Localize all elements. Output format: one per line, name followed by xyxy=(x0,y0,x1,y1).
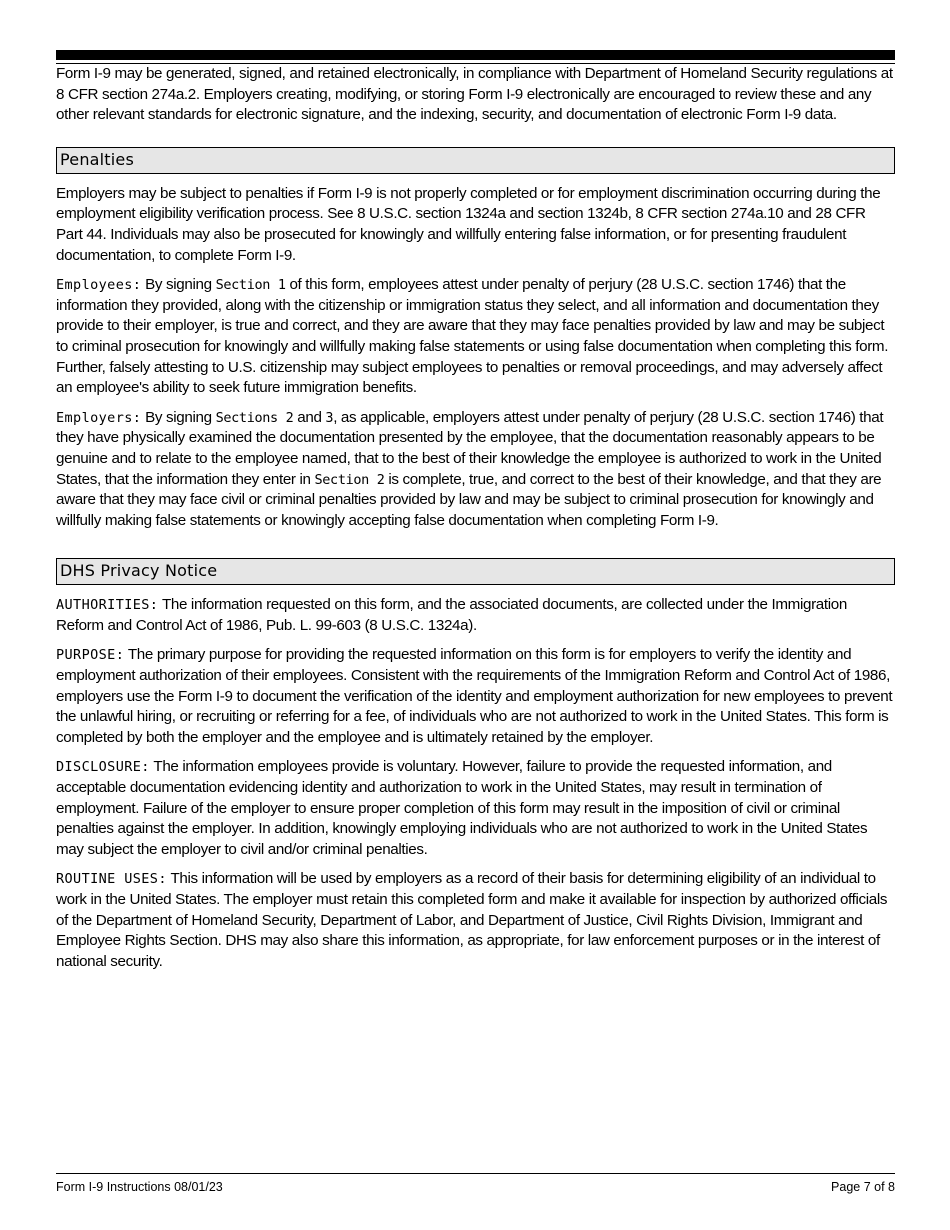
section-heading-privacy: DHS Privacy Notice xyxy=(56,558,895,585)
employers-text-c: , as applicable, employers attest under penalty of perjury (28 U.S.C. section 1746) that they have physically examined the documentation presented by the employee, that the documentation reasonably appears to be genuine and to relate to the employee named, that to the best of their knowledge the employee is authorized to work in the United States, that the information they enter in xyxy=(56,408,884,488)
purpose-label: PURPOSE: xyxy=(56,647,125,664)
footer-page-number: Page 7 of 8 xyxy=(831,1180,895,1194)
authorities-text: The information requested on this form, and the associated documents, are collected under the Immigration Reform and Control Act of 1986, Pub. L. 99-603 (8 U.S.C. 1324a). xyxy=(56,596,847,634)
employees-text-b: of this form, employees attest under penalty of perjury (28 U.S.C. section 1746) that the information they provided, along with the citizenship or immigration status they select, and all information and documentation they provide to their employer, is true and correct, and they are aware that they may face penalties provided by law and may be subject to criminal prosecution for knowingly and willfully making false statements or using false documentation when completing this form. Further, falsely attesting to U.S. citizenship may subject employees to penalties or removal proceedings, and may adversely affect an employee's ability to seek future immigration benefits. xyxy=(56,276,889,397)
authorities-label: AUTHORITIES: xyxy=(56,597,159,614)
penalties-employees-paragraph xyxy=(56,275,895,399)
intro-paragraph: Form I-9 may be generated, signed, and retained electronically, in compliance with Department of Homeland Security regulations at 8 CFR section 274a.2. Employers creating, modifying, or storing Form I-9 electronically are encouraged to review these and any other relevant standards for electronic signature, and the indexing, security, and documentation of electronic Form I-9 data. xyxy=(56,65,893,124)
footer-form-id: Form I-9 Instructions 08/01/23 xyxy=(56,1180,223,1194)
routine-uses-text: This information will be used by employers as a record of their basis for determining eligibility of an individual to work in the United States. The employer must retain this completed form and make it available for inspection by authorized officials of the Department of Homeland Security, Department of Labor, and Department of Justice, Civil Rights Division, Immigrant and Employee Rights Section. DHS may also share this information, as appropriate, for law enforcement purposes or in the interest of national security. xyxy=(56,870,888,970)
penalties-overview: Employers may be subject to penalties if Form I-9 is not properly completed or for employment discrimination occurring during the employment eligibility verification process. See 8 U.S.C. section 1324a and section 1324b, 8 CFR section 274a.10 and 28 CFR Part 44. Individuals may also be prosecuted for knowingly and willfully entering false information, or for presenting fraudulent documentation, to complete Form I-9. xyxy=(56,184,881,264)
top-rule-thick xyxy=(56,50,895,60)
employers-text-a: By signing xyxy=(141,408,216,426)
privacy-authorities-paragraph xyxy=(56,595,895,636)
employees-section-ref: Section 1 xyxy=(215,277,286,294)
employees-label: Employees: xyxy=(56,277,142,294)
disclosure-text: The information employees provide is voluntary. However, failure to provide the requested information, and acceptable documentation evidencing identity and authorization to work in the United States, may result in termination of employment. Failure of the employer to ensure proper completion of this form may result in the imposition of civil or criminal penalties against the employer. In addition, knowingly employing individuals who are not authorized to work in the United States may subject the employer to civil and/or criminal penalties. xyxy=(56,758,868,858)
section-heading-penalties: Penalties xyxy=(56,147,895,174)
page-content xyxy=(56,50,895,972)
privacy-disclosure-paragraph xyxy=(56,757,895,860)
privacy-purpose-paragraph xyxy=(56,645,895,748)
employers-text-d: is complete, true, and correct to the best of their knowledge, and that they are aware that they may face civil or criminal penalties provided by law and may be subject to criminal prosecution for knowingly and willfully making false statements or knowingly accepting false documentation when completing Form I-9. xyxy=(56,470,882,529)
purpose-text: The primary purpose for providing the requested information on this form is for employers to verify the identity and employment authorization of their employees. Consistent with the requirements of the Immigration Reform and Control Act of 1986, employers use the Form I-9 to document the verification of the identity and employment authorization for new employees to prevent the unlawful hiring, or recruiting or referring for a fee, of individuals who are not authorized to work in the United States. This form is completed by both the employer and the employee and is ultimately retained by the employer. xyxy=(56,646,893,746)
disclosure-label: DISCLOSURE: xyxy=(56,759,150,776)
employers-section-ref-a: Sections 2 xyxy=(215,409,294,426)
privacy-routine-uses-paragraph xyxy=(56,869,895,972)
employers-label: Employers: xyxy=(56,409,142,426)
page-footer xyxy=(56,1173,895,1194)
routine-uses-label: ROUTINE USES: xyxy=(56,871,167,888)
employers-text-b: and xyxy=(293,408,326,426)
employees-text-a: By signing xyxy=(141,276,216,294)
employers-section-ref-b: 3 xyxy=(325,409,334,426)
penalties-employers-paragraph xyxy=(56,408,895,532)
employers-section-ref-c: Section 2 xyxy=(314,471,385,488)
